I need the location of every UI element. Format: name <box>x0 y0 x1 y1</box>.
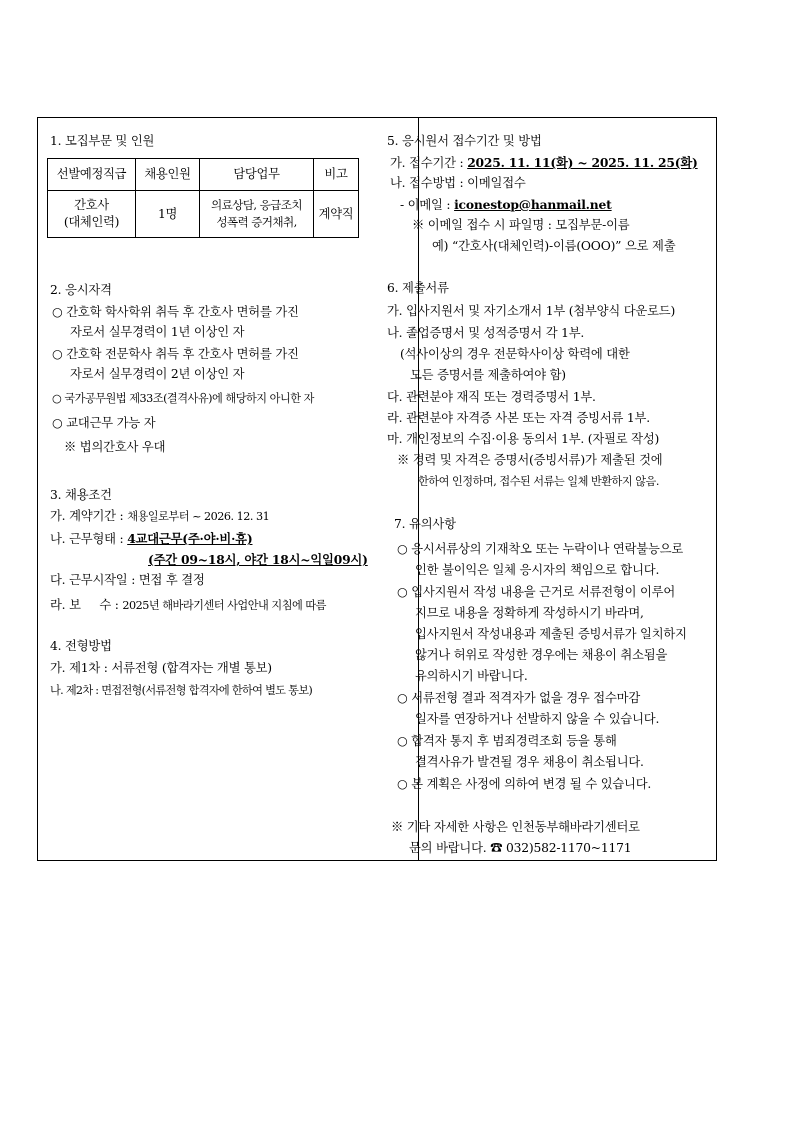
section-5-title: 5. 응시원서 접수기간 및 방법 <box>387 134 542 148</box>
table-header-cell: 채용인원 <box>136 159 200 191</box>
caution-item: 지므로 내용을 정확하게 작성하시기 바라며, <box>415 606 644 620</box>
section-6-title: 6. 제출서류 <box>387 281 449 295</box>
caution-item: 일자를 연장하거나 선발하지 않을 수 있습니다. <box>415 712 660 726</box>
condition-type <box>50 531 252 547</box>
qualification-preference: ※ 법의간호사 우대 <box>64 440 166 454</box>
document-item: 가. 입사지원서 및 자기소개서 1부 (첨부양식 다운로드) <box>387 304 676 318</box>
table-header-row <box>48 159 359 191</box>
caution-item: 인한 불이익은 일체 응시자의 책임으로 합니다. <box>415 563 660 577</box>
condition-start: 다. 근무시작일 : 면접 후 결정 <box>50 573 205 587</box>
method-item: 가. 제1차 : 서류전형 (합격자는 개별 통보) <box>50 661 272 675</box>
document-item: (석사이상의 경우 전문학사이상 학력에 대한 <box>400 347 630 361</box>
qualification-item: ○ 교대근무 가능 자 <box>52 416 156 430</box>
qualification-item: ○ 간호학 학사학위 취득 후 간호사 면허를 가진 <box>52 305 299 319</box>
qualification-item: ○ 간호학 전문학사 취득 후 간호사 면허를 가진 <box>52 347 299 361</box>
rank-line: (대체인력) <box>63 215 120 229</box>
section-7-title: 7. 유의사항 <box>394 517 456 531</box>
document-item: 다. 관련분야 재직 또는 경력증명서 1부. <box>387 390 596 404</box>
note-cell: 계약직 <box>314 191 359 238</box>
condition-type-label: 나. 근무형태 : <box>50 532 124 546</box>
caution-item: ○ 입사지원서 작성 내용을 근거로 서류전형이 이루어 <box>397 585 676 599</box>
document-note: 한하여 인정하며, 접수된 서류는 일체 반환하지 않음. <box>418 475 659 488</box>
qualification-item: 자로서 실무경력이 2년 이상인 자 <box>70 367 245 381</box>
table-header-cell: 담당업무 <box>200 159 314 191</box>
table-header-cell: 비고 <box>314 159 359 191</box>
document-item: 나. 졸업증명서 및 성적증명서 각 1부. <box>387 326 585 340</box>
application-period-label: 가. 접수기간 : <box>390 156 464 170</box>
condition-pay-value: 2025년 해바라기센터 사업안내 지침에 따름 <box>122 599 326 612</box>
condition-pay <box>50 598 326 613</box>
caution-item: ○ 응시서류상의 기재착오 또는 누락이나 연락불능으로 <box>397 542 684 556</box>
application-period-value: 2025. 11. 11(화) ~ 2025. 11. 25(화) <box>467 155 698 170</box>
caution-item: ○ 합격자 통지 후 범죄경력조회 등을 통해 <box>397 734 617 748</box>
document-note: ※ 경력 및 자격은 증명서(증빙서류)가 제출된 것에 <box>397 453 663 467</box>
notice-frame <box>37 117 717 861</box>
application-period <box>390 155 698 171</box>
caution-item: 유의하시기 바랍니다. <box>415 669 528 683</box>
application-email <box>400 197 612 213</box>
condition-period-value: 채용일로부터 ~ 2026. 12. 31 <box>127 510 270 523</box>
document-item: 라. 관련분야 자격증 사본 또는 자격 증빙서류 1부. <box>387 411 650 425</box>
document-item: 마. 개인정보의 수집·이용 동의서 1부. (자필로 작성) <box>387 432 660 446</box>
email-link[interactable]: iconestop@hanmail.net <box>454 197 612 212</box>
email-label: - 이메일 : <box>400 198 451 212</box>
duty-line: 의료상담, 응급조치 <box>211 198 302 212</box>
section-2-title: 2. 응시자격 <box>50 283 112 297</box>
file-name-example: 예) “간호사(대체인력)-이름(OOO)” 으로 제출 <box>432 239 676 253</box>
condition-pay-label: 라. 보 수 : <box>50 598 119 612</box>
document-item: 모든 증명서를 제출하여야 함) <box>410 368 566 382</box>
section-3-title: 3. 채용조건 <box>50 488 112 502</box>
rank-cell <box>48 191 136 238</box>
condition-type-value: 4교대근무(주·야·비·휴) <box>127 531 253 546</box>
rank-line: 간호사 <box>74 198 109 212</box>
method-item: 나. 제2차 : 면접전형(서류전형 합격자에 한하여 별도 통보) <box>50 684 313 697</box>
recruitment-table <box>47 158 359 238</box>
file-name-note: ※ 이메일 접수 시 파일명 : 모집부문-이름 <box>412 218 630 232</box>
duty-line: 성폭력 증거채취, <box>216 215 297 229</box>
caution-item: ○ 본 계획은 사정에 의하여 변경 될 수 있습니다. <box>397 777 652 791</box>
condition-period-label: 가. 계약기간 : <box>50 509 124 523</box>
caution-item: 않거나 허위로 작성한 경우에는 채용이 취소됨을 <box>415 648 668 662</box>
contact-note: ※ 기타 자세한 사항은 인천동부해바라기센터로 <box>391 820 640 834</box>
contact-phone: 문의 바랍니다. ☎ 032)582-1170~1171 <box>409 841 632 855</box>
caution-item: 결격사유가 발견될 경우 채용이 취소됩니다. <box>415 755 644 769</box>
condition-period <box>50 509 269 524</box>
table-header-cell: 선발예정직급 <box>48 159 136 191</box>
duty-cell <box>200 191 314 238</box>
table-row <box>48 191 359 238</box>
condition-type-hours: (주간 09~18시, 야간 18시~익일09시) <box>148 552 368 567</box>
count-cell: 1명 <box>136 191 200 238</box>
caution-item: 입사지원서 작성내용과 제출된 증빙서류가 일치하지 <box>415 627 687 641</box>
section-4-title: 4. 전형방법 <box>50 639 112 653</box>
caution-item: ○ 서류전형 결과 적격자가 없을 경우 접수마감 <box>397 691 641 705</box>
qualification-item: 자로서 실무경력이 1년 이상인 자 <box>70 325 245 339</box>
qualification-item: ○ 국가공무원법 제33조(결격사유)에 해당하지 아니한 자 <box>52 392 314 405</box>
application-method: 나. 접수방법 : 이메일접수 <box>390 176 526 190</box>
section-1-title: 1. 모집부문 및 인원 <box>50 134 155 148</box>
